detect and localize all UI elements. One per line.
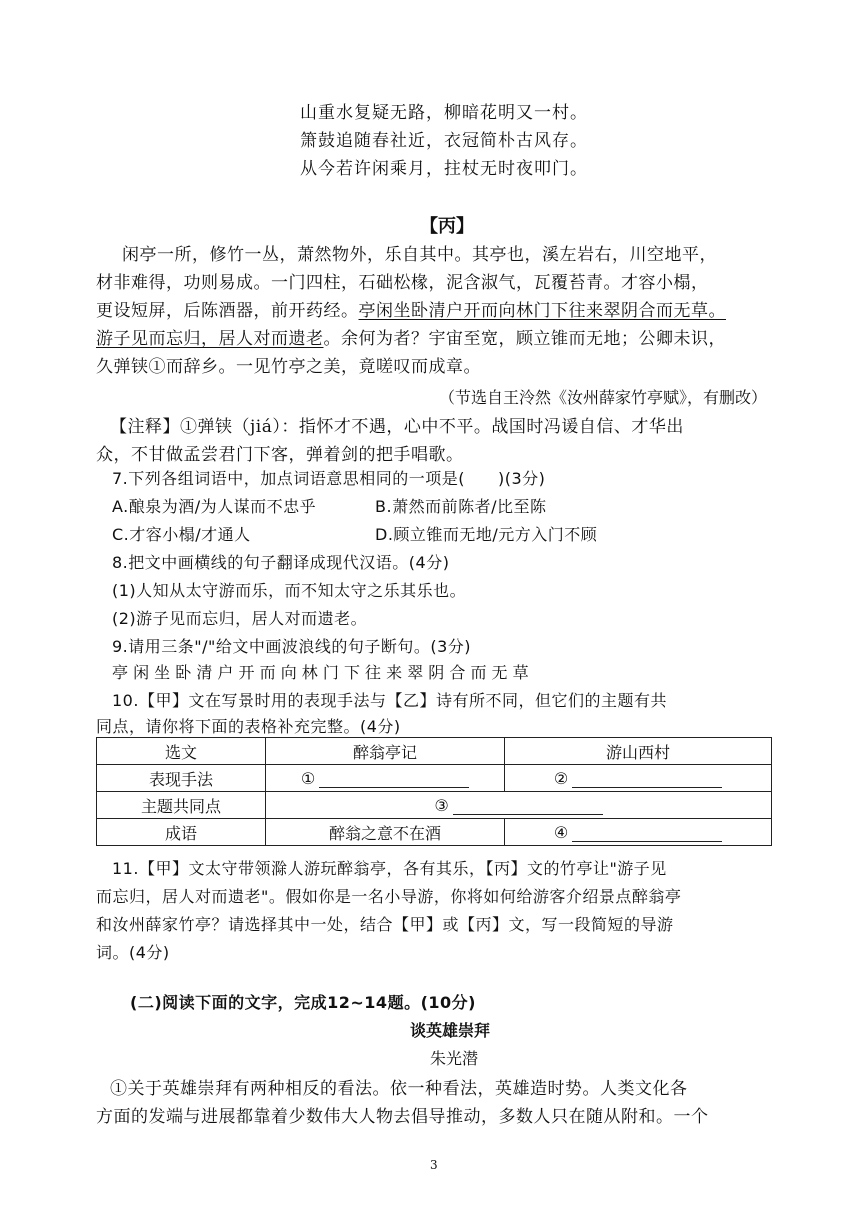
blank-cell-3[interactable]: ③	[266, 792, 772, 819]
passage-line-2: 材非难得，功则易成。一门四柱，石础松椽，泥含淑气，瓦覆苔青。才容小榻，	[96, 273, 709, 293]
q7-option-c: C.才容小榻/才通人	[112, 525, 251, 544]
row-label: 主题共同点	[97, 792, 266, 819]
passage-line-4	[96, 324, 776, 349]
q10-stem-1: 10.【甲】文在写景时用的表现手法与【乙】诗有所不同，但它们的主题有共	[112, 691, 667, 710]
header-cell: 选文	[97, 738, 266, 765]
table-row	[97, 765, 772, 792]
header-cell: 醉翁亭记	[266, 738, 505, 765]
q11-line-1: 11.【甲】文太守带领滁人游玩醉翁亭，各有其乐，【丙】文的竹亭让"游子见	[112, 859, 667, 878]
q8-sentence-2: (2)游子见而忘归，居人对而遗老。	[112, 609, 368, 628]
wavy-underlined-sentence: 亭闲坐卧清户开而向林门下往来翠阴合而无草。	[358, 301, 726, 321]
part2-heading: (二)阅读下面的文字，完成12~14题。(10分)	[130, 993, 476, 1012]
q11-line-3: 和汝州薛家竹亭？请选择其中一处，结合【甲】或【丙】文，写一段简短的导游	[96, 915, 674, 934]
q7-option-d: D.顾立锥而无地/元方入门不顾	[375, 525, 598, 544]
article-title: 谈英雄崇拜	[410, 1021, 491, 1040]
annotation-line-2: 众，不甘做孟尝君门下客，弹着剑的把手唱歌。	[96, 445, 464, 465]
underlined-sentence: 游子见而忘归，居人对而遗老	[96, 329, 324, 349]
passage-line-5: 久弹铗①而辞乡。一见竹亭之美，竟嗟叹而成章。	[96, 357, 481, 377]
annotation-line-1: 【注释】①弹铗（jiá）：指怀才不遇，心中不平。战国时冯谖自信、才华出	[110, 417, 684, 437]
blank-cell-2[interactable]: ②	[505, 765, 772, 792]
q8-sentence-1: (1)人知从太守游而乐，而不知太守之乐其乐也。	[112, 581, 467, 600]
passage-line-3-text: 更设短屏，后陈酒器，前开药经。	[96, 301, 359, 321]
passage-line-1: 闲亭一所，修竹一丛，萧然物外，乐自其中。其亭也，溪左岩右，川空地平，	[122, 245, 717, 265]
idiom-cell: 醉翁之意不在酒	[266, 819, 505, 846]
q7-stem: 7.下列各组词语中，加点词语意思相同的一项是( )(3分)	[112, 469, 546, 488]
article-line-2: 方面的发端与进展都靠着少数伟大人物去倡导推动，多数人只在随从附和。一个	[96, 1107, 709, 1127]
q7-option-a: A.酿泉为酒/为人谋而不忠乎	[112, 497, 317, 516]
blank-cell-1[interactable]: ①	[266, 765, 505, 792]
passage-line-3	[96, 296, 776, 321]
poem-line-2: 箫鼓追随春社近，衣冠简朴古风存。	[300, 131, 588, 151]
table-row	[97, 792, 772, 819]
table-row	[97, 738, 772, 765]
q9-stem: 9.请用三条"/"给文中画波浪线的句子断句。(3分)	[112, 637, 472, 656]
q11-line-4: 词。(4分)	[96, 943, 170, 962]
blank-cell-4[interactable]: ④	[505, 819, 772, 846]
row-label: 表现手法	[97, 765, 266, 792]
section-bing-heading: 【丙】	[420, 216, 474, 237]
row-label: 成语	[97, 819, 266, 846]
article-author: 朱光潜	[430, 1049, 479, 1068]
poem-line-3: 从今若许闲乘月，拄杖无时夜叩门。	[300, 159, 588, 179]
q11-line-2: 而忘归，居人对而遗老"。假如你是一名小导游，你将如何给游客介绍景点醉翁亭	[96, 887, 682, 906]
q7-option-b: B.萧然而前陈者/比至陈	[375, 497, 547, 516]
page-number: 3	[430, 1158, 438, 1172]
q8-stem: 8.把文中画横线的句子翻译成现代汉语。(4分)	[112, 553, 450, 572]
passage-source: （节选自王泠然《汝州薛家竹亭赋》，有删改）	[438, 388, 767, 407]
q10-stem-2: 同点，请你将下面的表格补充完整。(4分)	[96, 717, 401, 736]
article-line-1: ①关于英雄崇拜有两种相反的看法。依一种看法，英雄造时势。人类文化各	[110, 1079, 688, 1099]
q9-sentence: 亭 闲 坐 卧 清 户 开 而 向 林 门 下 往 来 翠 阴 合 而 无 草	[112, 663, 529, 682]
header-cell: 游山西村	[505, 738, 772, 765]
q10-table	[96, 737, 772, 846]
table-row	[97, 819, 772, 846]
passage-line-4-rest: 。余何为者？宇宙至宽，顾立锥而无地；公卿未识，	[323, 329, 726, 349]
poem-line-1: 山重水复疑无路，柳暗花明又一村。	[300, 103, 588, 123]
